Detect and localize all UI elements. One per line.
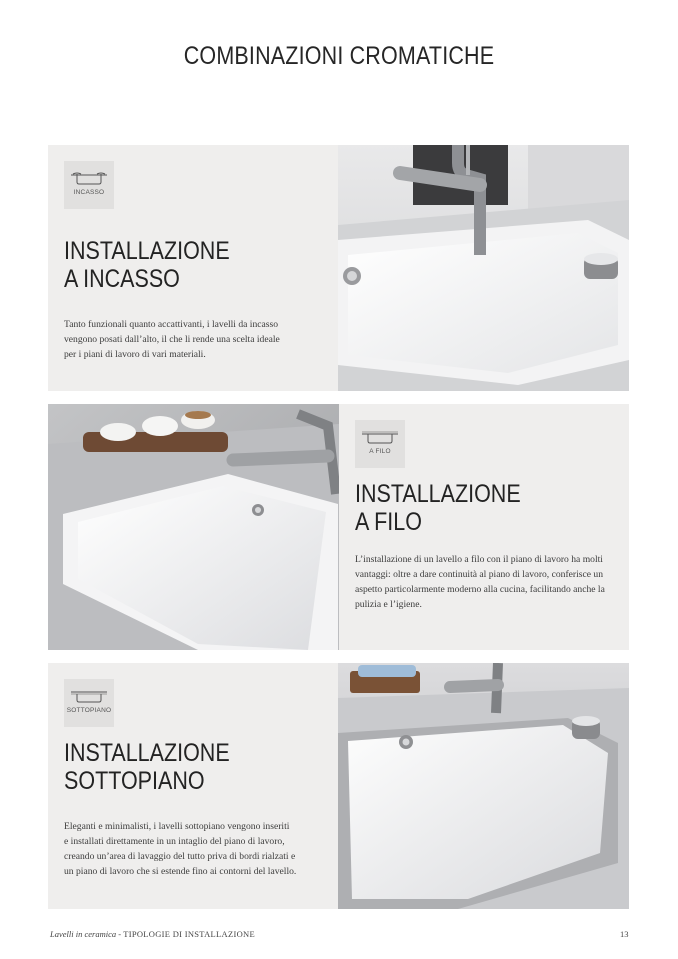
- section-heading: INSTALLAZIONE SOTTOPIANO: [64, 739, 230, 795]
- icon-label: SOTTOPIANO: [66, 707, 112, 714]
- page-title: COMBINAZIONI CROMATICHE: [183, 42, 495, 70]
- text-panel: [48, 663, 338, 909]
- section-incasso: [48, 145, 629, 391]
- text-panel: [339, 404, 629, 650]
- page-number: 13: [620, 929, 629, 939]
- icon-label: A FILO: [369, 448, 391, 455]
- section-heading: INSTALLAZIONE A FILO: [355, 480, 521, 536]
- sink-sottopiano-icon: [69, 688, 109, 704]
- section-filo: [48, 404, 629, 650]
- section-body: Eleganti e minimalisti, i lavelli sottopiano vengono inseriti e installati direttamente in un intaglio del piano di lavoro, creando un’area di lavaggio del tutto priva di bordi rialzati e un piano di lavoro che si estende fino ai contorni del lavello.: [64, 821, 297, 877]
- footer-caption: Lavelli in ceramica - TIPOLOGIE DI INSTALLAZIONE: [50, 929, 255, 939]
- install-type-badge: [64, 679, 114, 727]
- icon-label: INCASSO: [73, 189, 105, 196]
- sink-incasso-icon: [69, 170, 109, 186]
- sink-filo-icon: [360, 429, 400, 445]
- section-body: L’installazione di un lavello a filo con il piano di lavoro ha molti vantaggi: oltre a dare continuità al piano di lavoro, conferisce un aspetto particolarmente moderno alla cucina, facilitando anche la pulizia e l’igiene.: [355, 554, 605, 610]
- incasso-sink-photo: [338, 145, 629, 391]
- section-body: Tanto funzionali quanto accattivanti, i lavelli da incasso vengono posati dall’alto, il che li rende una scelta ideale per i piani di lavoro di vari materiali.: [64, 319, 280, 360]
- section-heading: INSTALLAZIONE A INCASSO: [64, 237, 230, 293]
- install-type-badge: [355, 420, 405, 468]
- install-type-badge: [64, 161, 114, 209]
- sottopiano-sink-photo: [338, 663, 629, 909]
- section-sottopiano: [48, 663, 629, 909]
- filo-sink-photo: [48, 404, 339, 650]
- text-panel: [48, 145, 338, 391]
